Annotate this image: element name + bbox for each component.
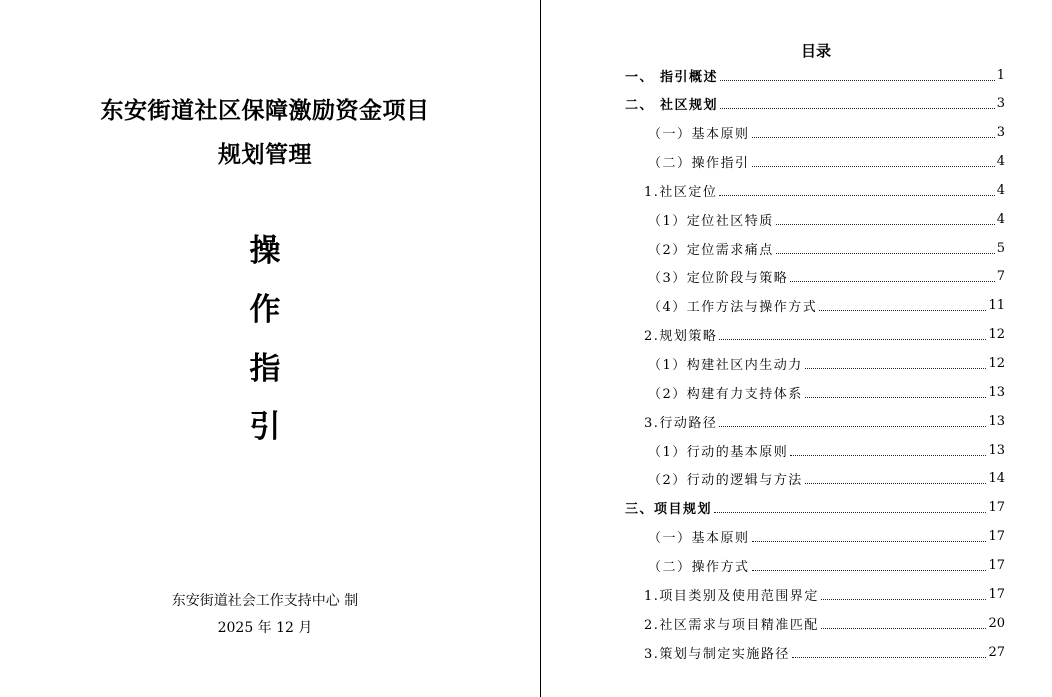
toc-entry-label: 3.行动路径 [644,415,718,431]
toc-entry-page: 20 [988,615,1005,631]
toc-entry-label: （2）定位需求痛点 [648,242,774,258]
toc-entry-label: 二、 社区规划 [625,98,719,114]
toc-entry-label: （1）定位社区特质 [648,213,774,229]
cover-issuer: 东安街道社会工作支持中心 制 [171,593,359,609]
toc-leader-dots [776,224,995,225]
toc-entry[interactable] [625,498,1005,518]
toc-leader-dots [752,137,995,138]
toc-entry-page: 4 [996,182,1005,198]
toc-leader-dots [790,281,994,282]
toc-entry[interactable] [625,94,1005,114]
toc-leader-dots [805,483,987,484]
toc-entry-page: 12 [988,327,1005,343]
toc-entry-label: 2.规划策略 [644,329,718,345]
toc-entry[interactable] [644,411,1005,431]
toc-entry-label: （二）操作方式 [648,559,750,575]
toc-entry-page: 11 [988,298,1005,314]
toc-entry-page: 3 [996,125,1005,141]
cover-title-line1: 东安街道社区保障激励资金项目 [100,97,430,124]
toc-leader-dots [805,397,987,398]
cover-big-char: 指 [249,351,281,387]
toc-entry[interactable] [644,180,1005,200]
toc-entry-label: 一、 指引概述 [625,69,719,85]
toc-entry-page: 27 [988,644,1005,660]
toc-leader-dots [720,108,995,109]
toc-entry[interactable] [644,642,1005,662]
toc-entry-page: 4 [996,154,1005,170]
toc-entry-label: 3.策划与制定实施路径 [644,646,790,662]
toc-leader-dots [752,570,987,571]
toc-leader-dots [719,426,986,427]
toc-entry[interactable] [644,325,1005,345]
toc-title: 目录 [800,42,831,60]
toc-entry-page: 3 [996,96,1005,112]
toc-entry[interactable] [648,440,1005,460]
toc-leader-dots [821,628,987,629]
toc-entry[interactable] [648,555,1005,575]
cover-big-char: 引 [249,409,281,445]
toc-entry-page: 13 [988,384,1005,400]
toc-leader-dots [805,368,987,369]
toc-entry[interactable] [644,584,1005,604]
toc-entry-label: （1）行动的基本原则 [648,444,789,460]
toc-leader-dots [752,166,995,167]
toc-leader-dots [752,541,987,542]
toc-entry[interactable] [625,65,1005,85]
toc-entry-label: （3）定位阶段与策略 [648,271,789,287]
cover-date: 2025 年 12 月 [217,620,313,636]
toc-entry[interactable] [648,209,1005,229]
toc-entry[interactable] [648,238,1005,258]
toc-entry-page: 17 [988,529,1005,545]
toc-leader-dots [790,455,986,456]
toc-entry-label: （1）构建社区内生动力 [648,358,803,373]
toc-entry[interactable] [648,527,1005,547]
cover-big-char: 作 [249,292,281,328]
toc-entry-page: 13 [988,413,1005,429]
toc-leader-dots [719,195,994,196]
toc-leader-dots [821,599,987,600]
toc-entry-label: （一）基本原则 [648,531,750,547]
toc-entry[interactable] [648,382,1005,402]
cover-big-char: 操 [249,233,281,269]
toc-leader-dots [720,80,995,81]
toc-entry-page: 7 [996,269,1005,285]
toc-entry-page: 17 [988,557,1005,573]
toc-leader-dots [776,253,995,254]
toc-entry-page: 1 [996,67,1005,83]
toc-entry-label: （一）基本原则 [648,127,750,143]
toc-entry-label: 1.社区定位 [644,184,718,200]
toc-entry-label: （2）构建有力支持体系 [648,386,803,402]
toc-entry[interactable] [648,267,1005,287]
toc-entry-page: 17 [988,500,1005,516]
toc-entry-page: 17 [988,586,1005,602]
toc-entry-page: 13 [988,442,1005,458]
toc-leader-dots [719,339,986,340]
toc-entry-label: 1.项目类别及使用范围界定 [644,588,819,604]
cover-title-line2: 规划管理 [218,141,312,168]
toc-entry[interactable] [648,469,1005,489]
toc-entry-label: 三、项目规划 [625,502,713,518]
toc-entry-label: 2.社区需求与项目精准匹配 [644,617,819,633]
toc-leader-dots [792,657,987,658]
toc-entry[interactable] [648,123,1005,143]
toc-entry-label: （4）工作方法与操作方式 [648,300,818,316]
toc-entry-page: 12 [988,356,1005,371]
toc-entry-page: 5 [996,240,1005,256]
toc-leader-dots [714,512,986,513]
toc-leader-dots [819,310,986,311]
toc-entry-page: 4 [996,211,1005,227]
toc-entry-label: （2）行动的逻辑与方法 [648,473,803,489]
toc-entry[interactable] [648,354,1005,374]
toc-page [541,0,1052,697]
toc-entry[interactable] [648,152,1005,172]
toc-entry[interactable] [648,296,1005,316]
toc-entry[interactable] [644,613,1005,633]
toc-entry-label: （二）操作指引 [648,156,750,172]
toc-entry-page: 14 [988,471,1005,487]
